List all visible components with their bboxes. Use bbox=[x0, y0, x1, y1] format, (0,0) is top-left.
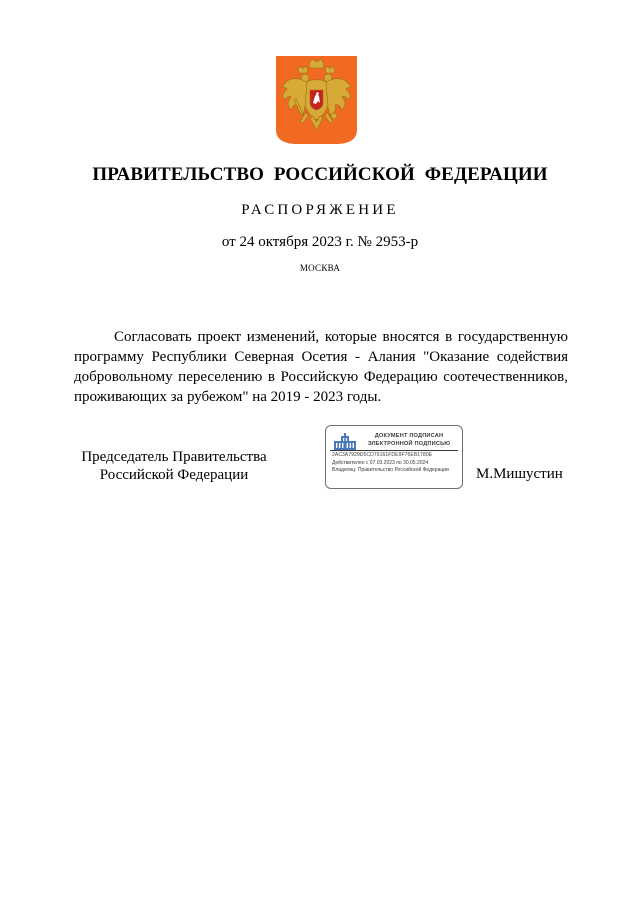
government-building-icon bbox=[333, 433, 357, 451]
signatory-position-line2: Российской Федерации bbox=[99, 467, 249, 483]
stamp-divider bbox=[330, 450, 458, 451]
certificate-owner: Владелец: Правительство Российской Федерации bbox=[332, 467, 449, 473]
stamp-header bbox=[326, 429, 461, 451]
document-date-number: от 24 октября 2023 г. № 2953-р bbox=[221, 234, 419, 250]
document-type: РАСПОРЯЖЕНИЕ bbox=[241, 202, 399, 218]
government-title: ПРАВИТЕЛЬСТВО РОССИЙСКОЙ ФЕДЕРАЦИИ bbox=[92, 164, 548, 185]
signatory-position bbox=[74, 448, 274, 484]
electronic-signature-stamp bbox=[325, 425, 463, 489]
stamp-title-line2: ЭЛЕКТРОННОЙ ПОДПИСЬЮ bbox=[367, 441, 451, 447]
document-city: МОСКВА bbox=[299, 263, 341, 273]
certificate-serial: 2AC3A7929D5CD76161FDE9F76EB1780E bbox=[332, 452, 433, 458]
stamp-title bbox=[360, 432, 458, 448]
decree-paragraph: Согласовать проект изменений, которые вносятся в государственную программу Республики Северная Осетия - Алания "Оказание содействия добровольному переселению в Российскую Федерацию соотечественников, проживающих за рубежом" на 2019 - 2023 годы. bbox=[74, 329, 568, 405]
certificate-validity: Действителен с 07.03.2023 по 30.05.2024 bbox=[332, 460, 429, 466]
stamp-title-line1: ДОКУМЕНТ ПОДПИСАН bbox=[374, 433, 444, 439]
signatory-name: М.Мишустин bbox=[476, 466, 563, 482]
coat-of-arms-russia-icon bbox=[276, 56, 357, 144]
signatory-position-line1: Председатель Правительства bbox=[81, 449, 267, 465]
